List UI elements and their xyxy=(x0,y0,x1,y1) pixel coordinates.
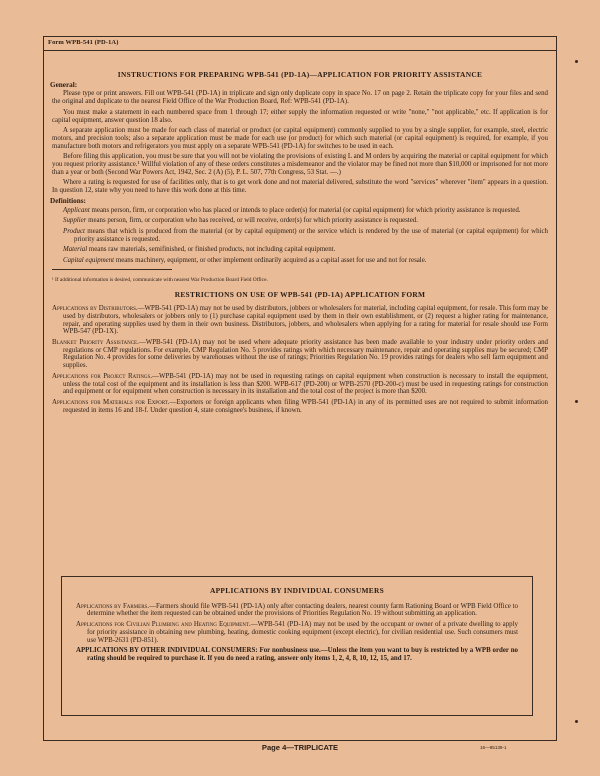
definition-text: means person, firm, or corporation who has received, or will receive, order(s) for which priority assistance is requested. xyxy=(86,217,418,225)
restriction-text: —Exporters or foreign applicants when filing WPB-541 (PD-1A) in any of its permitted uses are not required to submit information requested in items 16 and 18-f. Under question 4, state consignee's business, if known. xyxy=(63,398,548,414)
punch-hole xyxy=(575,720,578,723)
consumers-content xyxy=(76,587,518,666)
consumer-text: —Farmers should file WPB-541 (PD-1A) only after contacting dealers, nearest county farm Rationing Board or WPB Field Office to determine whether the item requested can be obtained under the provisions of Priorities Regulation No. 19 without submitting an application. xyxy=(87,602,518,618)
definition-text: means that which is produced from the material (or by capital equipment) or the service which is rendered by the use of material (or capital equipment) for which priority assistance is requested. xyxy=(74,227,548,243)
restrictions-title: RESTRICTIONS ON USE OF WPB-541 (PD-1A) APPLICATION FORM xyxy=(174,290,426,300)
restriction-head: Blanket Priority Assistance. xyxy=(52,338,139,346)
restriction-item xyxy=(52,339,548,370)
definition-text: means person, firm, or corporation who has placed or intends to place order(s) for material (or capital equipment) for which priority assistance is requested. xyxy=(89,206,521,214)
consumer-text: For nonbusiness use.—Unless the item you want to buy is restricted by a WPB order no rating should be required to purchase it. If you do need a rating, answer only items 1, 2, 4, 8, 10, 12, 15, and 17. xyxy=(87,647,518,662)
consumers-box xyxy=(61,576,533,716)
definition-term: Material xyxy=(63,246,88,254)
general-paragraph: A separate application must be made for each class of material or product (or capital equipment) commonly supplied to you by a single supplier, for example, steel, electric motors, and precision tools; also a separate application must be made for each use (or product) for which such material (or capital equipment) is required, for example, if you manufacture both motors and refrigerators you must apply on a separate WPB-541 (PD-1A) for switches to be used in each. xyxy=(52,127,548,150)
consumer-head: APPLICATIONS BY OTHER INDIVIDUAL CONSUMERS: xyxy=(76,647,258,655)
general-paragraph: Before filing this application, you must be sure that you will not be violating the provisions of existing L and M orders by acquiring the material or capital equipment for which you request priority assistance.¹ Willful violation of any of these orders constitutes a misdemeanor and the violator may be fined not more than $10,000 or imprisoned for not more than a year or both (Second War Powers Act, 1942, Sec. 2 (A) (5), P. L. 507, 77th Congress, 53 Stat. —.) xyxy=(52,153,548,176)
restriction-item xyxy=(52,305,548,336)
definition-term: Supplier xyxy=(63,217,87,225)
consumer-head: Applications by Farmers. xyxy=(76,602,150,610)
form-id: Form WPB-541 (PD-1A) xyxy=(48,39,119,46)
definition-text: means raw materials, semifinished, or finished products, not including capital equipment. xyxy=(87,246,336,254)
definitions-label: Definitions: xyxy=(50,196,86,205)
page-footer: Page 4—TRIPLICATE xyxy=(261,743,339,752)
consumer-text: —WPB-541 (PD-1A) may not be used by the occupant or owner of a private dwelling to apply for priority assistance in obtaining new plumbing, heating, domestic cooking equipment (except electric), for civilian residential use. Such consumers must use WPB-2631 (PD-851). xyxy=(87,621,518,644)
restriction-text: —WPB-541 (PD-1A) may not be used in requesting ratings on capital equipment when construction is necessary to install the equipment, unless the total cost of the equipment and its installation is less than $200. WPB-617 (PD-200) or WPB-2570 (PD-200-c) must be used in requesting ratings for construction and equipment or for equipment when construction is necessary in its installation and the total cost of the project is more than $200. xyxy=(63,372,548,396)
footnote: ¹ If additional information is desired, communicate with nearest War Production Board Field Office. xyxy=(52,276,268,283)
consumer-item xyxy=(76,621,518,644)
definition-item xyxy=(52,257,548,265)
consumers-title: APPLICATIONS BY INDIVIDUAL CONSUMERS xyxy=(209,586,385,595)
header-rule xyxy=(44,50,556,51)
punch-hole xyxy=(575,60,578,63)
general-paragraph: Please type or print answers. Fill out WPB-541 (PD-1A) in triplicate and sign only duplicate copy in space No. 17 on page 2. Retain the triplicate copy for your files and send the original and duplicate to the nearest Field Office of the War Production Board, Ref: WPB-541 (PD-1A). xyxy=(52,90,548,106)
consumer-item xyxy=(76,647,518,662)
definition-item xyxy=(52,228,548,243)
definition-term: Product xyxy=(63,227,85,235)
definition-item xyxy=(52,217,548,225)
restriction-head: Applications for Materials for Export. xyxy=(52,398,170,406)
print-code: 16—85139-1 xyxy=(480,745,507,750)
definition-term: Capital equipment xyxy=(63,257,115,265)
instructions-content xyxy=(52,71,548,417)
restriction-text: —WPB-541 (PD-1A) may not be used where adequate priority assistance has been made available to your industry under priority orders and regulations or CMP regulations. For example, CMP Regulation No. 5 provides ratings with which necessary maintenance, repair and operating supplies may be secured; CMP Regulation No. 4 provides for some deliveries by warehouses without the use of ratings; Priorities Regulation No. 19 provides ratings for dealers who sell farm equipment and supplies. xyxy=(63,338,548,370)
punch-hole xyxy=(575,400,578,403)
definition-item xyxy=(52,207,548,215)
restriction-item xyxy=(52,399,548,414)
definition-term: Applicant xyxy=(63,206,90,214)
restriction-text: —WPB-541 (PD-1A) may not be used by distributors, jobbers or wholesalers for material, including capital equipment, for resale. This form may be used by distributors, wholesalers or jobbers only to (1) purchase capital equipment used by them in their own establishment, or (2) request a higher rating for maintenance, repair, and operating supplies used by them in their own business. Distributors, jobbers, and wholesalers when applying for a rating for material for resale should use Form WPB-547 (PD-1X). xyxy=(63,305,548,336)
general-paragraph: Where a rating is requested for use of facilities only, that is to get work done and not material delivered, substitute the word "services" wherever "item" appears in a question. In question 12, state why you need to have this work done at this time. xyxy=(52,179,548,195)
general-paragraph: You must make a statement in each numbered space from 1 through 17; either supply the information requested or write "none," "not applicable," etc. If application is for capital equipment, answer question 18 also. xyxy=(52,108,548,124)
definition-text: means machinery, equipment, or other implement ordinarily acquired as a capital asset for use and not for resale. xyxy=(114,257,427,265)
consumer-head: Applications for Civilian Plumbing and Heating Equipment. xyxy=(76,621,251,629)
footnote-rule xyxy=(52,269,172,270)
restriction-head: Applications by Distributors. xyxy=(52,305,138,313)
page-title: INSTRUCTIONS FOR PREPARING WPB-541 (PD-1A)—APPLICATION FOR PRIORITY ASSISTANCE xyxy=(117,70,483,79)
general-label: General: xyxy=(50,80,78,89)
restriction-head: Applications for Project Ratings. xyxy=(52,372,153,380)
restriction-item xyxy=(52,373,548,396)
consumer-item xyxy=(76,603,518,618)
definition-item xyxy=(52,246,548,254)
